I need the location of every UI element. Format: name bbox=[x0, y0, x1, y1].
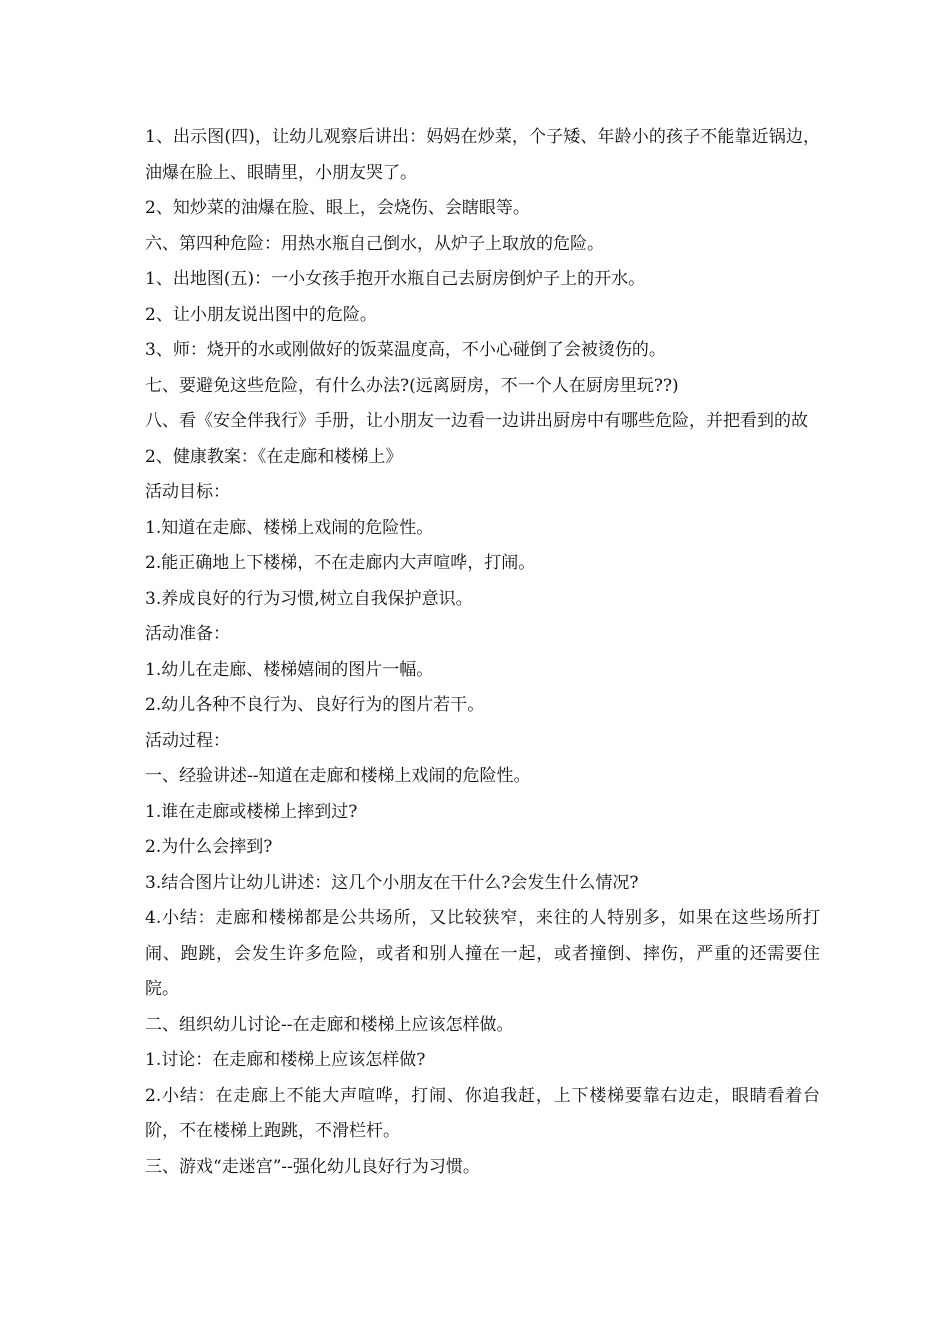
subheading: 活动目标： bbox=[145, 482, 230, 502]
list-item: 3.结合图片让幼儿讲述：这几个小朋友在干什么?会发生什么情况? bbox=[145, 872, 639, 893]
list-item: 1.谁在走廊或楼梯上摔到过? bbox=[145, 801, 358, 822]
list-item: 4.小结：走廊和楼梯都是公共场所，又比较狭窄，来往的人特别多，如果在这些场所打闹、跑跳，会发生许多危险，或者和别人撞在一起，或者撞倒、摔伤，严重的还需要住院。 bbox=[145, 908, 820, 999]
section-heading: 一、经验讲述--知道在走廊和楼梯上戏闹的危险性。 bbox=[145, 766, 531, 786]
paragraph: 1、出示图(四)，让幼儿观察后讲出：妈妈在炒菜，个子矮、年龄小的孩子不能靠近锅边，油爆在脸上、眼睛里，小朋友哭了。 bbox=[145, 127, 820, 183]
subheading: 活动准备： bbox=[145, 624, 230, 644]
section-heading: 六、第四种危险：用热水瓶自己倒水，从炉子上取放的危险。 bbox=[145, 233, 604, 254]
section-heading: 二、组织幼儿讨论--在走廊和楼梯上应该怎样做。 bbox=[145, 1014, 514, 1035]
list-item: 3.养成良好的行为习惯,树立自我保护意识。 bbox=[145, 588, 473, 609]
list-item: 2.能正确地上下楼梯，不在走廊内大声喧哗，打闹。 bbox=[145, 553, 536, 573]
list-item: 1.幼儿在走廊、楼梯嬉闹的图片一幅。 bbox=[145, 659, 434, 680]
lesson-title: 2、健康教案：《在走廊和楼梯上》 bbox=[145, 446, 403, 467]
document-body bbox=[145, 120, 820, 1185]
paragraph: 3、师：烧开的水或刚做好的饭菜温度高，不小心碰倒了会被烫伤的。 bbox=[145, 340, 666, 360]
paragraph: 2、知炒菜的油爆在脸、眼上，会烧伤、会瞎眼等。 bbox=[145, 198, 530, 218]
section-heading: 八、看《安全伴我行》手册，让小朋友一边看一边讲出厨房中有哪些危险，并把看到的故 bbox=[145, 411, 808, 431]
list-item: 1.讨论：在走廊和楼梯上应该怎样做? bbox=[145, 1050, 426, 1070]
paragraph: 2、让小朋友说出图中的危险。 bbox=[145, 304, 377, 325]
list-item: 1.知道在走廊、楼梯上戏闹的危险性。 bbox=[145, 517, 434, 538]
section-heading: 七、要避免这些危险，有什么办法?(远离厨房，不一个人在厨房里玩??) bbox=[145, 375, 679, 396]
section-heading: 三、游戏“走迷宫”--强化幼儿良好行为习惯。 bbox=[145, 1156, 480, 1177]
list-item: 2.为什么会摔到? bbox=[145, 837, 273, 857]
list-item: 2.小结：在走廊上不能大声喧哗，打闹、你追我赶，上下楼梯要靠右边走，眼睛看着台阶，不在楼梯上跑跳，不滑栏杆。 bbox=[145, 1085, 820, 1141]
list-item: 2.幼儿各种不良行为、良好行为的图片若干。 bbox=[145, 695, 485, 715]
subheading: 活动过程： bbox=[145, 730, 230, 751]
paragraph: 1、出地图(五)：一小女孩手抱开水瓶自己去厨房倒炉子上的开水。 bbox=[145, 269, 646, 289]
